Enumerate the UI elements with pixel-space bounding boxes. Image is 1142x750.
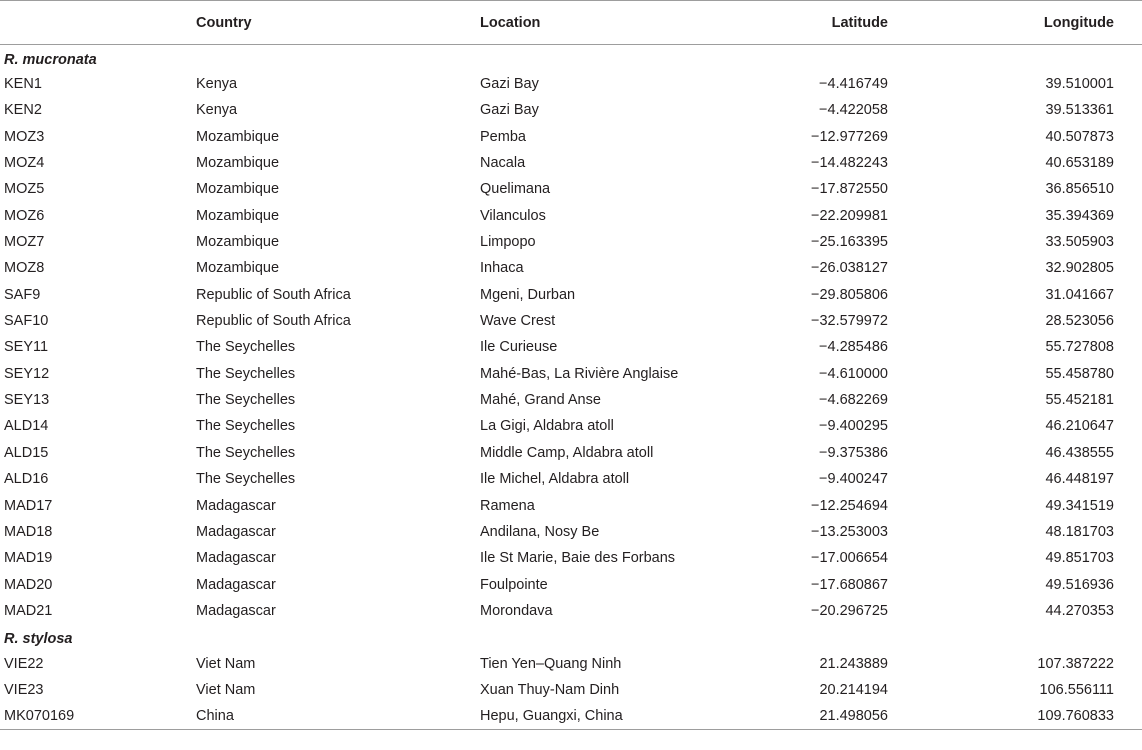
table-row [0, 440, 1142, 466]
cell-country: Madagascar [196, 523, 276, 540]
table-row [0, 176, 1142, 202]
cell-latitude: 21.243889 [819, 655, 888, 672]
cell-location: Gazi Bay [480, 76, 539, 93]
cell-latitude: −4.422058 [819, 102, 888, 119]
header-location: Location [480, 1, 770, 45]
table-row [0, 71, 1142, 97]
header-longitude: Longitude [970, 1, 1142, 45]
cell-site-id: MAD19 [4, 550, 53, 567]
cell-country: Viet Nam [196, 655, 256, 672]
cell-latitude: −9.400295 [819, 418, 888, 435]
cell-location: Gazi Bay [480, 102, 539, 119]
cell-longitude: 28.523056 [1045, 313, 1114, 330]
cell-longitude: 46.448197 [1045, 471, 1114, 488]
cell-latitude: −9.375386 [819, 444, 888, 461]
table-row [0, 466, 1142, 492]
cell-longitude: 31.041667 [1045, 286, 1114, 303]
cell-location: Wave Crest [480, 313, 556, 330]
cell-location: Morondava [480, 602, 553, 619]
cell-longitude: 55.727808 [1045, 339, 1114, 356]
cell-site-id: SEY13 [4, 392, 50, 409]
cell-longitude: 109.760833 [970, 703, 1142, 729]
table-row [0, 334, 1142, 360]
cell-country: Mozambique [196, 207, 280, 224]
cell-site-id: MAD21 [4, 602, 53, 619]
cell-site-id: MAD18 [4, 523, 53, 540]
cell-site-id: SAF10 [4, 313, 49, 330]
cell-latitude: −14.482243 [810, 155, 888, 172]
species-name: R. stylosa [4, 631, 73, 648]
cell-longitude: 39.513361 [1045, 102, 1114, 119]
table-body [0, 45, 1142, 730]
cell-location: Hepu, Guangxi, China [480, 703, 770, 729]
table-row [0, 255, 1142, 281]
table-row [0, 387, 1142, 413]
table-row [0, 150, 1142, 176]
cell-longitude: 32.902805 [1045, 260, 1114, 277]
cell-latitude: −9.400247 [819, 471, 888, 488]
cell-latitude: −17.680867 [810, 576, 888, 593]
cell-latitude: −4.682269 [819, 392, 888, 409]
cell-latitude: −29.805806 [810, 286, 888, 303]
table-row [0, 650, 1142, 676]
header-row [0, 1, 1142, 45]
cell-country: Mozambique [196, 234, 280, 251]
cell-longitude: 49.851703 [1045, 550, 1114, 567]
table-row [0, 229, 1142, 255]
table-row [0, 413, 1142, 439]
cell-location: Nacala [480, 155, 526, 172]
cell-longitude: 48.181703 [1045, 523, 1114, 540]
cell-site-id: SEY11 [4, 339, 49, 356]
table-header [0, 1, 1142, 45]
cell-site-id: ALD16 [4, 471, 49, 488]
cell-country: The Seychelles [196, 339, 296, 356]
cell-location: Foulpointe [480, 576, 548, 593]
cell-longitude: 106.556111 [1039, 681, 1114, 698]
cell-site-id: MOZ7 [4, 234, 45, 251]
cell-location: Andilana, Nosy Be [480, 523, 600, 540]
cell-location: Xuan Thuy-Nam Dinh [480, 681, 620, 698]
cell-latitude: −4.416749 [819, 76, 888, 93]
cell-latitude: −17.006654 [810, 550, 888, 567]
table-row [0, 545, 1142, 571]
cell-latitude: −4.610000 [819, 365, 888, 382]
table-row [0, 598, 1142, 624]
species-group-row [0, 45, 1142, 71]
header-country: Country [196, 1, 480, 45]
cell-location: Mahé, Grand Anse [480, 392, 601, 409]
table-row [0, 519, 1142, 545]
cell-longitude: 33.505903 [1045, 234, 1114, 251]
table-row [0, 124, 1142, 150]
cell-country: The Seychelles [196, 444, 296, 461]
cell-latitude: −4.285486 [819, 339, 888, 356]
header-id [0, 1, 196, 45]
cell-country: Republic of South Africa [196, 313, 351, 330]
cell-country: The Seychelles [196, 418, 296, 435]
cell-latitude: −26.038127 [810, 260, 888, 277]
cell-longitude: 36.856510 [1045, 181, 1114, 198]
cell-country: Madagascar [196, 550, 276, 567]
cell-longitude: 49.341519 [1045, 497, 1114, 514]
cell-site-id: VIE22 [4, 655, 44, 672]
cell-longitude: 39.510001 [1045, 76, 1114, 93]
cell-location: Mahé-Bas, La Rivière Anglaise [480, 365, 679, 382]
cell-longitude: 46.210647 [1045, 418, 1114, 435]
cell-location: Tien Yen–Quang Ninh [480, 655, 622, 672]
cell-location: Quelimana [480, 181, 551, 198]
cell-country: Kenya [196, 102, 238, 119]
table-row [0, 703, 1142, 729]
cell-country: Kenya [196, 76, 238, 93]
cell-location: Ile Michel, Aldabra atoll [480, 471, 630, 488]
cell-location: Mgeni, Durban [480, 286, 576, 303]
cell-location: Ile St Marie, Baie des Forbans [480, 550, 676, 567]
cell-country: Madagascar [196, 576, 276, 593]
cell-latitude: −12.254694 [810, 497, 888, 514]
cell-site-id: KEN2 [4, 102, 42, 119]
cell-latitude: −20.296725 [810, 602, 888, 619]
cell-country: Mozambique [196, 155, 280, 172]
cell-latitude: −13.253003 [810, 523, 888, 540]
cell-site-id: MAD20 [4, 576, 53, 593]
cell-site-id: MOZ8 [4, 260, 45, 277]
cell-location: Pemba [480, 128, 526, 145]
cell-country: Republic of South Africa [196, 286, 351, 303]
table-row [0, 282, 1142, 308]
cell-site-id: MOZ4 [4, 155, 45, 172]
table-row [0, 361, 1142, 387]
cell-site-id: ALD14 [4, 418, 49, 435]
cell-country: The Seychelles [196, 471, 296, 488]
cell-longitude: 49.516936 [1045, 576, 1114, 593]
cell-site-id: VIE23 [4, 681, 44, 698]
cell-country: The Seychelles [196, 392, 296, 409]
cell-site-id: MOZ6 [4, 207, 45, 224]
cell-site-id: MOZ5 [4, 181, 45, 198]
cell-country: Mozambique [196, 128, 280, 145]
species-name: R. mucronata [4, 51, 97, 68]
cell-latitude: 21.498056 [770, 703, 970, 729]
cell-site-id: ALD15 [4, 444, 49, 461]
cell-location: Middle Camp, Aldabra atoll [480, 444, 654, 461]
cell-location: Limpopo [480, 234, 536, 251]
cell-location: Vilanculos [480, 207, 546, 224]
cell-country: Mozambique [196, 181, 280, 198]
table-row [0, 677, 1142, 703]
table-row [0, 308, 1142, 334]
cell-longitude: 46.438555 [1045, 444, 1114, 461]
cell-latitude: −32.579972 [810, 313, 888, 330]
cell-longitude: 107.387222 [1037, 655, 1114, 672]
cell-country: Mozambique [196, 260, 280, 277]
cell-country: Madagascar [196, 602, 276, 619]
header-latitude: Latitude [770, 1, 970, 45]
cell-site-id: MOZ3 [4, 128, 45, 145]
table-row [0, 571, 1142, 597]
cell-latitude: −17.872550 [810, 181, 888, 198]
cell-location: Ile Curieuse [480, 339, 558, 356]
cell-location: La Gigi, Aldabra atoll [480, 418, 614, 435]
species-group-row [0, 624, 1142, 650]
cell-longitude: 35.394369 [1045, 207, 1114, 224]
cell-longitude: 55.452181 [1045, 392, 1114, 409]
cell-longitude: 44.270353 [1045, 602, 1114, 619]
cell-location: Ramena [480, 497, 535, 514]
cell-longitude: 40.507873 [1045, 128, 1114, 145]
cell-longitude: 40.653189 [1045, 155, 1114, 172]
cell-country: China [196, 703, 480, 729]
cell-country: Madagascar [196, 497, 276, 514]
cell-site-id: MAD17 [4, 497, 53, 514]
table-row [0, 492, 1142, 518]
cell-latitude: −25.163395 [810, 234, 888, 251]
table-row [0, 97, 1142, 123]
cell-latitude: −22.209981 [810, 207, 888, 224]
cell-longitude: 55.458780 [1045, 365, 1114, 382]
cell-site-id: MK070169 [0, 703, 196, 729]
cell-site-id: KEN1 [4, 76, 42, 93]
cell-latitude: 20.214194 [819, 681, 888, 698]
cell-location: Inhaca [480, 260, 524, 277]
cell-country: The Seychelles [196, 365, 296, 382]
cell-country: Viet Nam [196, 681, 256, 698]
cell-site-id: SEY12 [4, 365, 50, 382]
cell-site-id: SAF9 [4, 286, 41, 303]
table-row [0, 203, 1142, 229]
cell-latitude: −12.977269 [810, 128, 888, 145]
